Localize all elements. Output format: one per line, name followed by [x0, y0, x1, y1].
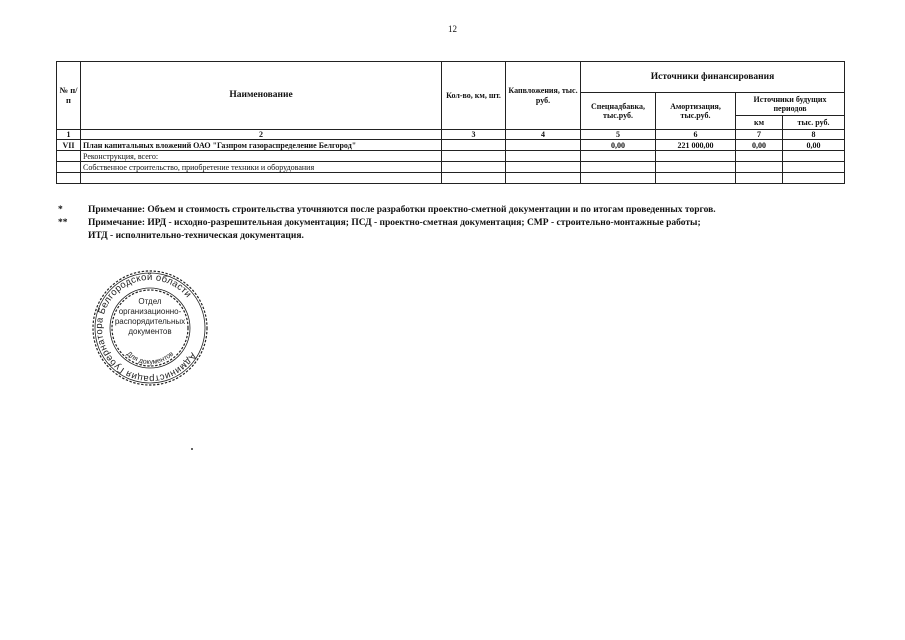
row-invest: [506, 162, 581, 173]
col-header-special: Спецнадбавка, тыс.руб.: [581, 93, 656, 130]
header-row-1: [57, 62, 845, 93]
row-km: [736, 151, 783, 162]
row-invest: [506, 140, 581, 151]
row-amort: [656, 162, 736, 173]
note-2: [58, 218, 716, 228]
table-row: [57, 140, 845, 151]
row-num: [57, 162, 81, 173]
row-km: 0,00: [736, 140, 783, 151]
row-name: [81, 173, 442, 184]
note-text: Примечание: Объем и стоимость строительства уточняются после разработки проектно-сметной документации и по итогам проведенных торгов.: [88, 205, 716, 215]
row-rub: 0,00: [783, 140, 845, 151]
col-number: 6: [656, 130, 736, 140]
row-km: [736, 162, 783, 173]
row-invest: [506, 173, 581, 184]
row-num: VII: [57, 140, 81, 151]
row-name: Реконструкция, всего:: [81, 151, 442, 162]
row-qty: [442, 151, 506, 162]
note-3: [58, 231, 716, 241]
stamp-line-3: распорядительных: [114, 317, 186, 326]
note-1: [58, 205, 716, 215]
row-rub: [783, 151, 845, 162]
col-header-future: Источники будущих периодов: [736, 93, 845, 116]
col-header-name: Наименование: [81, 62, 442, 130]
col-number: 5: [581, 130, 656, 140]
col-header-num: № п/п: [57, 62, 81, 130]
row-invest: [506, 151, 581, 162]
col-header-invest: Капвложения, тыс. руб.: [506, 62, 581, 130]
col-header-amort: Амортизация, тыс.руб.: [656, 93, 736, 130]
row-amort: [656, 173, 736, 184]
row-rub: [783, 162, 845, 173]
stamp-bottom-text: Для документов: [124, 350, 176, 367]
row-special: 0,00: [581, 140, 656, 151]
row-qty: [442, 162, 506, 173]
column-number-row: [57, 130, 845, 140]
row-name: План капитальных вложений ОАО "Газпром газораспределение Белгород": [81, 140, 442, 151]
col-number: 8: [783, 130, 845, 140]
row-amort: 221 000,00: [656, 140, 736, 151]
col-number: 1: [57, 130, 81, 140]
page-number: 12: [448, 24, 457, 34]
col-header-qty: Кол-во, км, шт.: [442, 62, 506, 130]
row-km: [736, 173, 783, 184]
col-header-sources: Источники финансирования: [581, 62, 845, 93]
note-text: ИТД - исполнительно-техническая документация.: [88, 231, 304, 241]
table-row: [57, 173, 845, 184]
note-mark: *: [58, 205, 63, 215]
row-special: [581, 162, 656, 173]
stamp-line-1: Отдел: [138, 297, 162, 306]
col-header-rub: тыс. руб.: [783, 116, 845, 130]
col-number: 3: [442, 130, 506, 140]
stamp-line-4: документов: [128, 327, 172, 336]
row-amort: [656, 151, 736, 162]
row-special: [581, 151, 656, 162]
col-number: 4: [506, 130, 581, 140]
table-row: [57, 162, 845, 173]
row-special: [581, 173, 656, 184]
stamp-line-2: организационно-: [118, 307, 182, 316]
stray-mark: [191, 448, 193, 450]
stamp-ring-text: Администрация Губернатора Белгородской области: [93, 271, 199, 385]
row-rub: [783, 173, 845, 184]
col-header-km: км: [736, 116, 783, 130]
row-name: Собственное строительство, приобретение техники и оборудования: [81, 162, 442, 173]
official-stamp: [90, 268, 210, 388]
row-num: [57, 151, 81, 162]
note-mark: **: [58, 218, 68, 228]
row-qty: [442, 173, 506, 184]
note-text: Примечание: ИРД - исходно-разрешительная документация; ПСД - проектно-сметная документация; СМР - строительно-монтажные работы;: [88, 218, 701, 228]
notes-block: [58, 205, 716, 244]
table-row: [57, 151, 845, 162]
row-num: [57, 173, 81, 184]
row-qty: [442, 140, 506, 151]
stamp-seal: [90, 268, 210, 388]
col-number: 7: [736, 130, 783, 140]
col-number: 2: [81, 130, 442, 140]
financing-table: [56, 61, 845, 184]
